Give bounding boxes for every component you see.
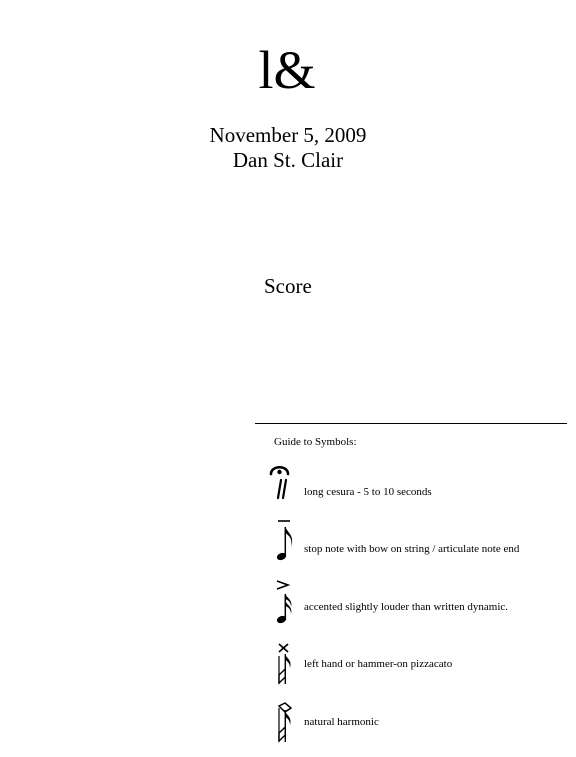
symbol-desc: stop note with bow on string / articulate note end bbox=[304, 543, 520, 555]
symbol-desc: natural harmonic bbox=[304, 716, 379, 728]
symbol-row-pizzicato bbox=[268, 638, 568, 688]
symbol-row-accent bbox=[268, 576, 568, 626]
symbol-row-tenuto bbox=[268, 516, 568, 566]
symbol-desc: left hand or hammer-on pizzacato bbox=[304, 658, 453, 670]
date: November 5, 2009 bbox=[209, 123, 367, 147]
x-notehead-pizzicato-icon bbox=[268, 638, 298, 688]
page-title: l& bbox=[258, 40, 316, 100]
tenuto-eighth-note-icon bbox=[268, 516, 298, 566]
author: Dan St. Clair bbox=[232, 148, 344, 172]
accent-sixteenth-note-icon bbox=[268, 576, 298, 626]
divider bbox=[255, 423, 567, 424]
score-label: Score bbox=[264, 274, 312, 298]
guide-heading: Guide to Symbols: bbox=[274, 436, 357, 448]
symbol-desc: accented slightly louder than written dynamic. bbox=[304, 601, 509, 613]
symbol-row-harmonic bbox=[268, 698, 568, 748]
symbol-row-cesura bbox=[268, 458, 568, 508]
harmonic-notehead-icon bbox=[268, 698, 298, 748]
fermata-caesura-icon bbox=[268, 458, 298, 508]
symbol-desc: long cesura - 5 to 10 seconds bbox=[304, 486, 432, 498]
